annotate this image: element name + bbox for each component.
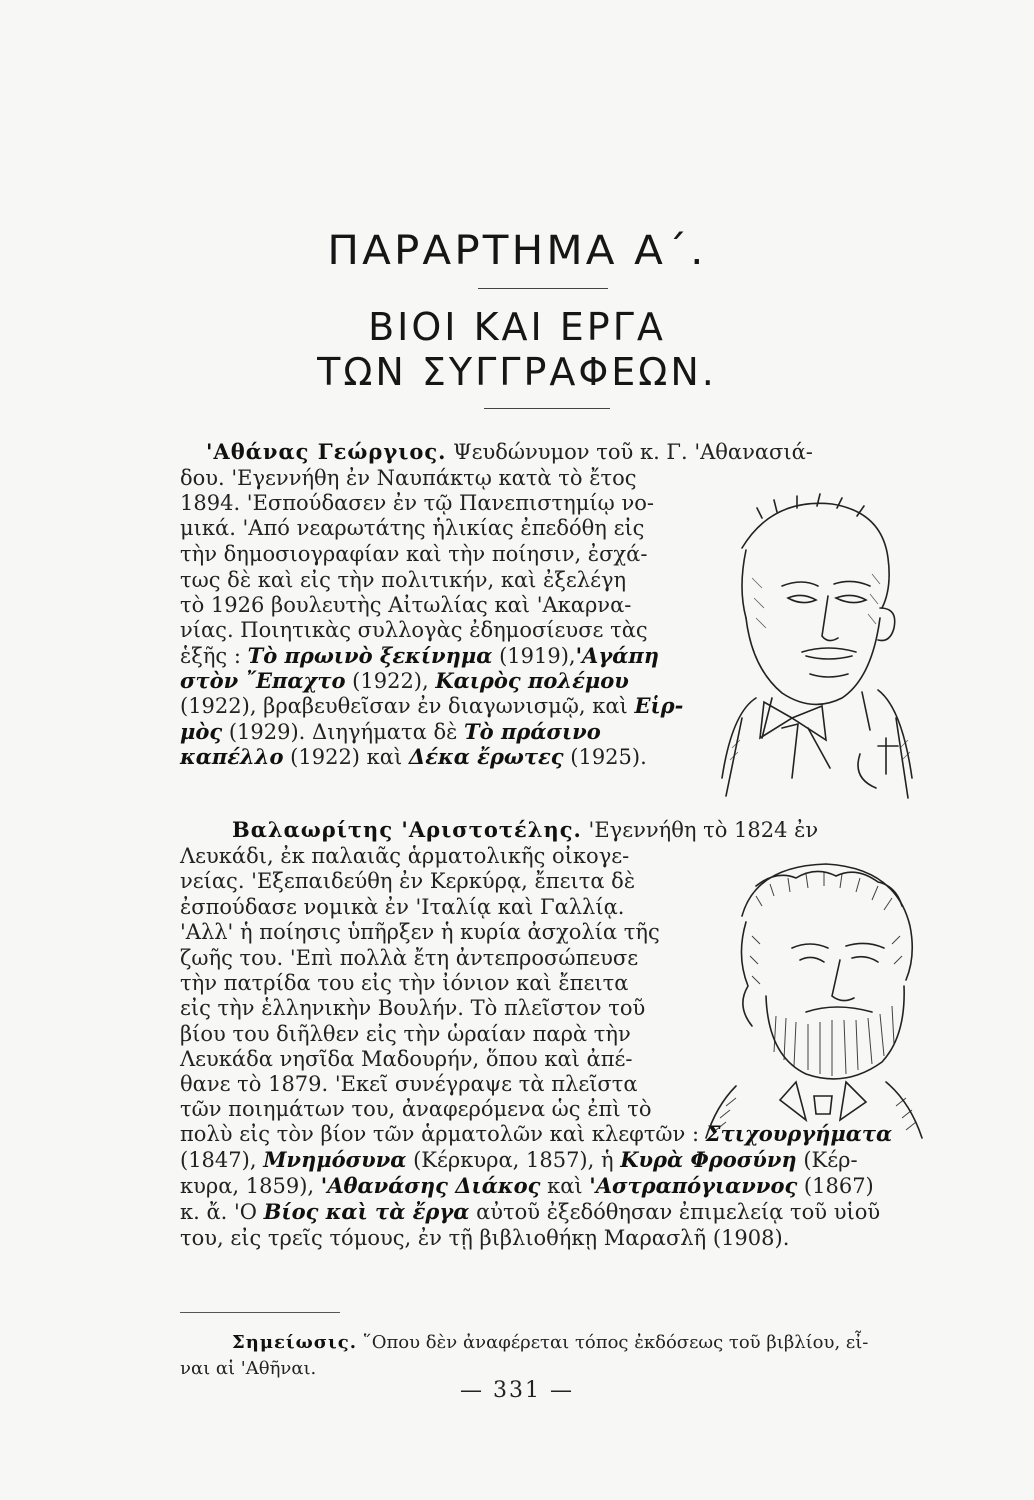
work-title: Βίος καὶ τὰ ἔργα	[263, 1199, 470, 1224]
entry-line: βίου του διῆλθεν εἰς τὴν ὡραίαν παρὰ τὴν	[180, 1022, 631, 1046]
work-title: στὸν ῎Επαχτο	[180, 668, 346, 693]
work-title: μὸς	[180, 719, 223, 744]
work-title: Δέκα ἔρωτες	[408, 744, 564, 769]
author-name-athanas: 'Αθάνας Γεώργιος.	[206, 439, 447, 464]
work-title: Τὸ πρωινὸ ξεκίνημα	[247, 643, 493, 668]
appendix-title: ΠΑΡΑΡΤΗΜΑ Α΄.	[327, 228, 707, 274]
entry-line: εἰς τὴν ἑλληνικὴν Βουλήν. Τὸ πλεῖστον τοῦ	[180, 996, 646, 1020]
portrait-valaoritis-sketch	[696, 856, 932, 1142]
work-title: Μνημόσυνα	[263, 1147, 407, 1172]
entry-line: 1894. 'Εσπούδασεν ἐν τῷ Πανεπιστημίῳ νο-	[180, 491, 654, 515]
work-title: 'Αστραπόγιαννος	[589, 1173, 798, 1198]
entry-line: τὴν δημοσιογραφίαν καὶ τὴν ποίησιν, ἐσχά-	[180, 542, 648, 566]
entry-line: κυρα, 1859), 'Αθανάσης Διάκος καὶ 'Αστραπόγιαννος (1867)	[180, 1173, 874, 1198]
entry-line: Λευκάδι, ἐκ παλαιᾶς ἁρματολικῆς οἰκογε-	[180, 844, 630, 868]
entry-line: Βαλαωρίτης 'Αριστοτέλης. 'Εγεννήθη τὸ 1824 ἐν	[232, 817, 819, 842]
work-title: Τὸ πράσινο	[464, 719, 601, 744]
entry-line: τὸ 1926 βουλευτὴς Αἰτωλίας καὶ 'Ακαρνα-	[180, 593, 632, 617]
entry-line: νείας. 'Εξεπαιδεύθη ἐν Κερκύρᾳ, ἔπειτα δὲ	[180, 869, 636, 893]
title-divider	[478, 288, 608, 289]
section-subtitle-line2: ΤΩΝ ΣΥΓΓΡΑΦΕΩΝ.	[317, 350, 717, 394]
entry-line: νίας. Ποιητικὰς συλλογὰς ἐδημοσίευσε τὰς	[180, 618, 648, 642]
work-title: Εἱρ-	[634, 693, 684, 718]
page-number: — 331 —	[460, 1378, 574, 1403]
entry-line: κ. ἄ. 'Ο Βίος καὶ τὰ ἔργα αὐτοῦ ἐξεδόθησαν ἐπιμελείᾳ τοῦ υἱοῦ	[180, 1199, 881, 1224]
entry-line: ἐσπούδασε νομικὰ ἐν 'Ιταλίᾳ καὶ Γαλλίᾳ.	[180, 895, 625, 919]
work-title: καπέλλο	[180, 744, 284, 769]
footnote-label: Σημείωσις.	[232, 1332, 357, 1353]
entry-line: (1922), βραβευθεῖσαν ἐν διαγωνισμῷ, καὶ Εἱρ-	[180, 693, 684, 718]
entry-line: (1847), Μνημόσυνα (Κέρκυρα, 1857), ἡ Κυρὰ Φροσύνη (Κέρ-	[180, 1147, 858, 1172]
entry-line: μικά. 'Από νεαρωτάτης ἡλικίας ἐπεδόθη εἰς	[180, 516, 645, 540]
entry-line: τως δὲ καὶ εἰς τὴν πολιτικήν, καὶ ἐξελέγη	[180, 568, 627, 592]
work-title: Στιχουργήματα	[705, 1121, 893, 1146]
footnote-line: Σημείωσις. ῞Οπου δὲν ἀναφέρεται τόπος ἐκδόσεως τοῦ βιβλίου, εἶ-	[232, 1332, 869, 1353]
entry-line: στὸν ῎Επαχτο (1922), Καιρὸς πολέμου	[180, 668, 629, 693]
author-name-valaoritis: Βαλαωρίτης 'Αριστοτέλης.	[232, 817, 582, 842]
entry-line: ζωῆς του. 'Επὶ πολλὰ ἔτη ἀντεπροσώπευσε	[180, 946, 639, 970]
entry-line: μὸς (1929). Διηγήματα δὲ Τὸ πράσινο	[180, 719, 601, 744]
entry-line: τῶν ποιημάτων του, ἀναφερόμενα ὡς ἐπὶ τὸ	[180, 1097, 652, 1121]
portrait-athanas-sketch	[702, 478, 926, 808]
entry-line: τὴν πατρίδα του εἰς τὴν ἰόνιον καὶ ἔπειτα	[180, 971, 629, 995]
entry-line: 'Αθάνας Γεώργιος. Ψευδώνυμον τοῦ κ. Γ. 'Αθανασιά-	[206, 439, 813, 464]
entry-line: του, εἰς τρεῖς τόμους, ἐν τῇ βιβλιοθήκῃ Μαρασλῆ (1908).	[180, 1226, 790, 1250]
footnote-line: ναι αἱ 'Αθῆναι.	[180, 1358, 317, 1379]
work-title: Κυρὰ Φροσύνη	[620, 1147, 797, 1172]
entry-line: καπέλλο (1922) καὶ Δέκα ἔρωτες (1925).	[180, 744, 647, 769]
entry-line: θανε τὸ 1879. 'Εκεῖ συνέγραψε τὰ πλεῖστα	[180, 1072, 638, 1096]
entry-line: πολὺ εἰς τὸν βίον τῶν ἁρματολῶν καὶ κλεφτῶν : Στιχουργήματα	[180, 1121, 893, 1146]
work-title: 'Αγάπη	[575, 643, 659, 668]
footnote-divider	[180, 1312, 340, 1313]
section-subtitle-line1: ΒΙΟΙ ΚΑΙ ΕΡΓΑ	[368, 305, 666, 349]
work-title: Καιρὸς πολέμου	[435, 668, 629, 693]
entry-line: Λευκάδα νησῖδα Μαδουρήν, ὅπου καὶ ἀπέ-	[180, 1047, 633, 1071]
subtitle-divider	[484, 408, 610, 409]
work-title: 'Αθανάσης Διάκος	[320, 1173, 541, 1198]
entry-line: 'Αλλ' ἡ ποίησις ὑπῆρξεν ἡ κυρία ἀσχολία τῆς	[180, 920, 660, 944]
entry-line: ἑξῆς : Τὸ πρωινὸ ξεκίνημα (1919),'Αγάπη	[180, 643, 659, 668]
entry-line: δου. 'Εγεννήθη ἐν Ναυπάκτῳ κατὰ τὸ ἔτος	[180, 466, 637, 490]
